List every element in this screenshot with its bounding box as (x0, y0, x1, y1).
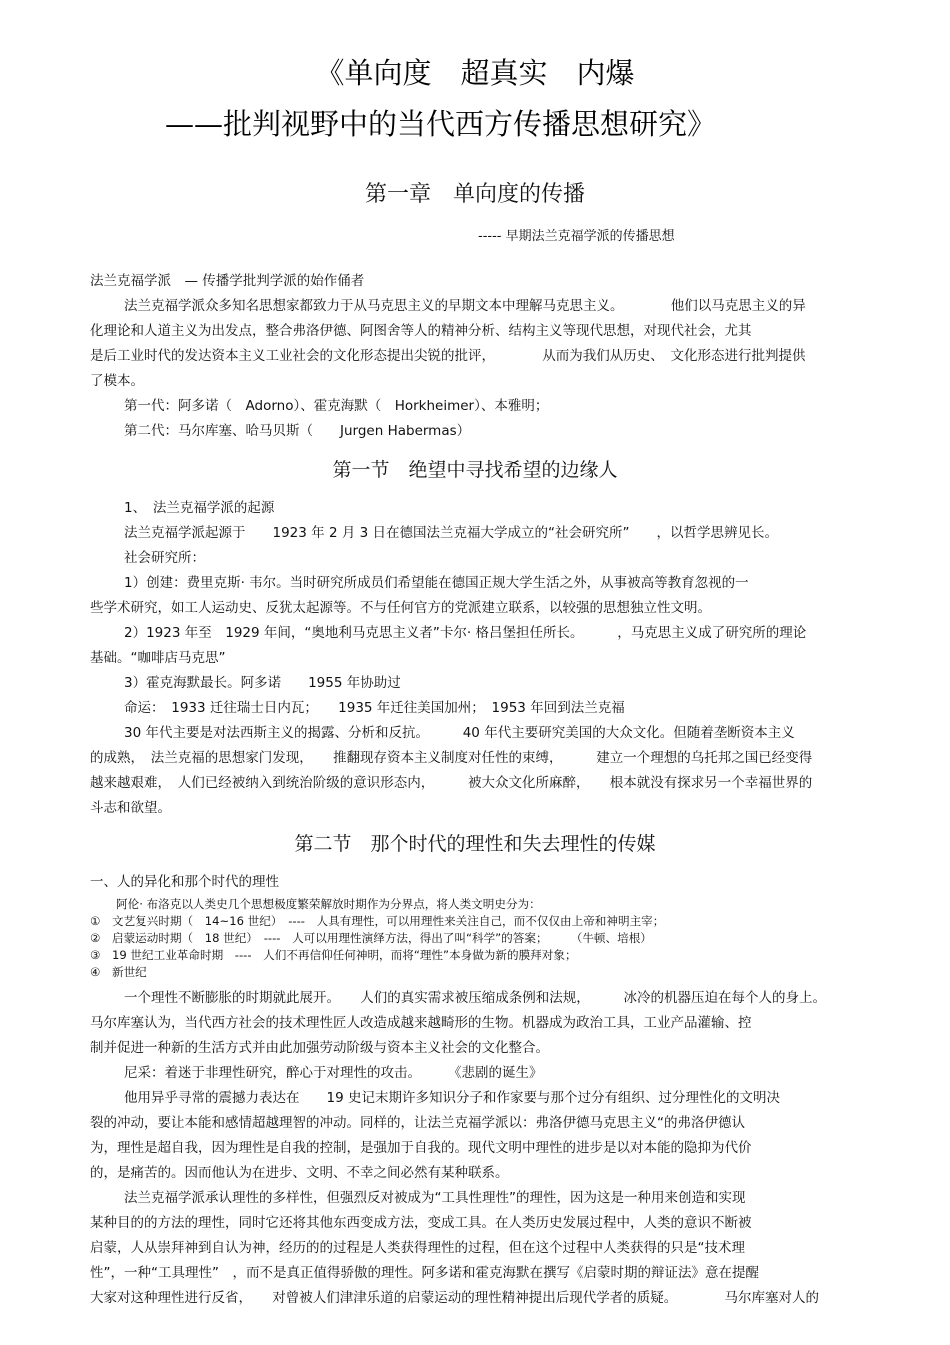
text-line: 尼采：着迷于非理性研究，醉心于对理性的攻击。 《悲剧的诞生》 (124, 1065, 543, 1081)
list-item: ③ 19 世纪工业革命时期 ---- 人们不再信仰任何神明，而将“理性”本身做为新的膜拜对象； (90, 948, 577, 962)
text-line: 为，理性是超自我，因为理性是自我的控制，是强加于自我的。现代文明中理性的进步是以对本能的隐抑为代价 (90, 1140, 752, 1156)
text-line: 社会研究所： (124, 550, 205, 566)
chapter-title: 第一章 单向度的传播 (364, 182, 585, 207)
text-line: 的成熟， 法兰克福的思想家门发现， 推翻现存资本主义制度对任性的束缚， 建立一个理想的乌托邦之国已经变得 (90, 750, 813, 766)
text-line: 些学术研究，如工人运动史、反犹太起源等。不与任何官方的党派建立联系，以较强的思想独立性文明。 (90, 600, 711, 616)
text-line: 第二代：马尔库塞、哈马贝斯（ Jurgen Habermas） (124, 423, 471, 439)
text-line: 基础。“咖啡店马克思” (90, 650, 226, 666)
section-2-body (90, 986, 890, 1311)
section-1-body (90, 496, 890, 821)
list-item: ④ 新世纪 (90, 965, 147, 979)
text-line: 制并促进一种新的生活方式并由此加强劳动阶级与资本主义社会的文化整合。 (90, 1040, 549, 1056)
list-item: ① 文艺复兴时期（ 14~16 世纪） ---- 人具有理性，可以用理性来关注自己，而不仅仅由上帝和神明主宰； (90, 914, 665, 928)
civilization-periods-list (90, 896, 890, 981)
text-line: 3）霍克海默最长。阿多诺 1955 年协助过 (124, 675, 401, 691)
section-2-title: 第二节 那个时代的理性和失去理性的传媒 (294, 833, 656, 855)
text-line: 斗志和欲望。 (90, 800, 171, 816)
text-line: 是后工业时代的发达资本主义工业社会的文化形态提出尖锐的批评， 从而为我们从历史、 文化形态进行批判提供 (90, 348, 806, 364)
text-line: 第一代：阿多诺（ Adorno）、霍克海默（ Horkheimer）、本雅明； (124, 398, 549, 414)
text-line: 1、 法兰克福学派的起源 (124, 500, 275, 516)
text-line: 裂的冲动，要让本能和感情超越理智的冲动。同样的，让法兰克福学派以：弗洛伊德马克思主义“的弗洛伊德认 (90, 1115, 745, 1131)
text-line: 的，是痛苦的。因而他认为在进步、文明、不幸之间必然有某种联系。 (90, 1165, 509, 1181)
text-line: 某种目的的方法的理性，同时它还将其他东西变成方法，变成工具。在人类历史发展过程中，人类的意识不断被 (90, 1215, 752, 1231)
section-2-heading: 一、人的异化和那个时代的理性 (90, 874, 279, 890)
intro-heading: 法兰克福学派 — 传播学批判学派的始作俑者 (90, 273, 365, 289)
text-line: 法兰克福学派起源于 1923 年 2 月 3 日在德国法兰克福大学成立的“社会研究所” ，以哲学思辨见长。 (124, 525, 778, 541)
text-line: 马尔库塞认为，当代西方社会的技术理性匠人改造成越来越畸形的生物。机器成为政治工具，工业产品灌输、控 (90, 1015, 752, 1031)
list-intro: 阿伦· 布洛克以人类史几个思想极度繁荣解放时期作为分界点，将人类文明史分为： (116, 897, 541, 911)
text-line: 命运： 1933 迁往瑞士日内瓦； 1935 年迁往美国加州； 1953 年回到法兰克福 (124, 700, 625, 716)
list-item: ② 启蒙运动时期（ 18 世纪） ---- 人可以用理性演绎方法，得出了叫“科学”的答案； （牛顿、培根） (90, 931, 652, 945)
text-line: 法兰克福学派众多知名思想家都致力于从马克思主义的早期文本中理解马克思主义。 他们以马克思主义的异 (124, 298, 806, 314)
text-line: 法兰克福学派承认理性的多样性，但强烈反对被成为“工具性理性”的理性，因为这是一种用来创造和实现 (124, 1190, 746, 1206)
section-1-title: 第一节 绝望中寻找希望的边缘人 (332, 459, 618, 481)
book-title-line-2: ——批判视野中的当代西方传播思想研究》 (165, 107, 717, 141)
book-title-line-1: 《单向度 超真实 内爆 (315, 56, 635, 90)
text-line: 1）创建：费里克斯· 韦尔。当时研究所成员们希望能在德国正规大学生活之外，从事被高等教育忽视的一 (124, 575, 749, 591)
chapter-subtitle: ----- 早期法兰克福学派的传播思想 (478, 229, 675, 244)
text-line: 性”，一种“工具理性” ，而不是真正值得骄傲的理性。阿多诺和霍克海默在撰写《启蒙时期的辩证法》意在提醒 (90, 1265, 759, 1281)
text-line: 了模本。 (90, 373, 144, 389)
intro-paragraph (90, 294, 890, 444)
text-line: 大家对这种理性进行反省， 对曾被人们津津乐道的启蒙运动的理性精神提出后现代学者的质疑。 马尔库塞对人的 (90, 1290, 819, 1306)
text-line: 一个理性不断膨胀的时期就此展开。 人们的真实需求被压缩成条例和法规， 冰冷的机器压迫在每个人的身上。 (124, 990, 826, 1006)
text-line: 2）1923 年至 1929 年间，“奥地利马克思主义者”卡尔· 格吕堡担任所长。 ，马克思主义成了研究所的理论 (124, 625, 807, 641)
text-line: 启蒙，人从崇拜神到自认为神，经历的的过程是人类获得理性的过程，但在这个过程中人类获得的只是“技术理 (90, 1240, 745, 1256)
text-line: 越来越艰难， 人们已经被纳入到统治阶级的意识形态内， 被大众文化所麻醉， 根本就没有探求另一个幸福世界的 (90, 775, 813, 791)
text-line: 他用异乎寻常的震撼力表达在 19 史记末期许多知识分子和作家要与那个过分有组织、过分理性化的文明决 (124, 1090, 780, 1106)
text-line: 30 年代主要是对法西斯主义的揭露、分析和反抗。 40 年代主要研究美国的大众文化。但随着垄断资本主义 (124, 725, 795, 741)
text-line: 化理论和人道主义为出发点，整合弗洛伊德、阿图舍等人的精神分析、结构主义等现代思想，对现代社会，尤其 (90, 323, 752, 339)
